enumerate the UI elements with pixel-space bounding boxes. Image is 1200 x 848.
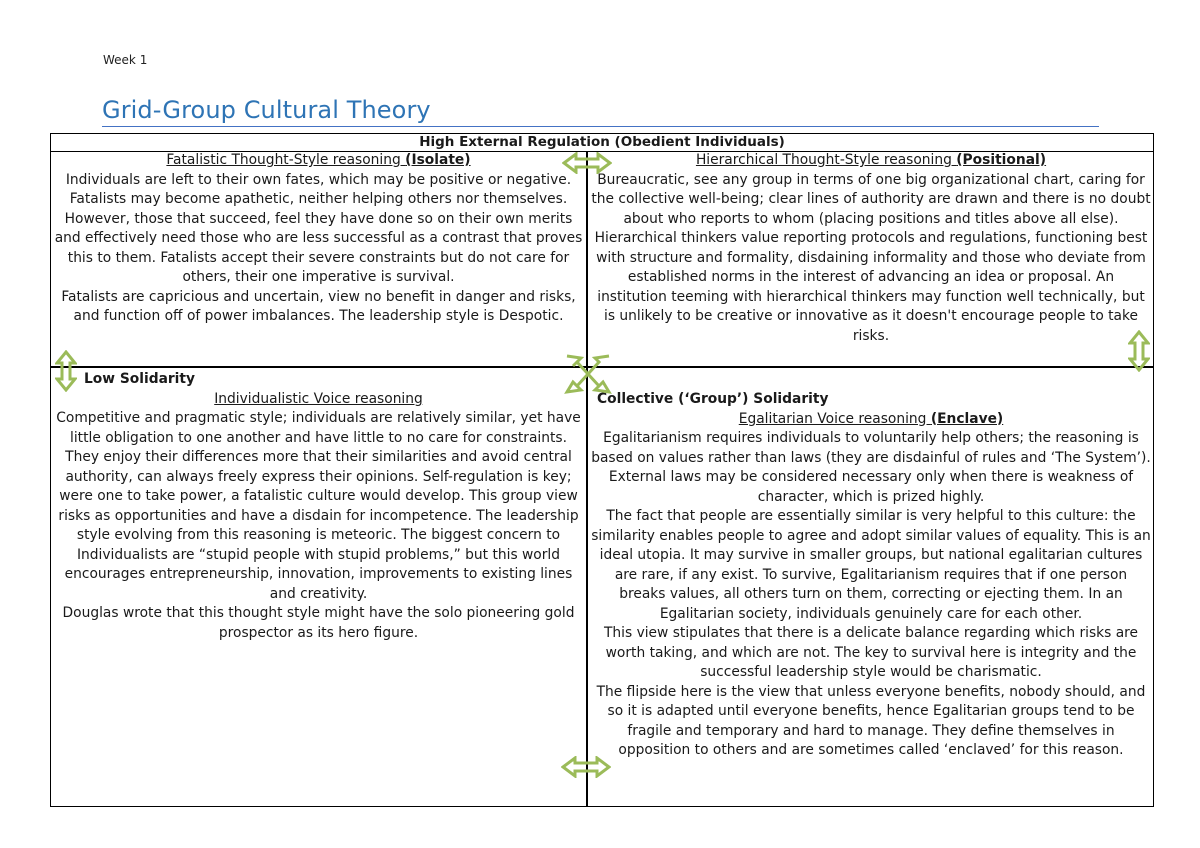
cross-arrows-icon [563, 352, 613, 396]
fatalistic-heading: Fatalistic Thought-Style reasoning (Isolate) [166, 152, 471, 168]
cultural-theory-grid [50, 133, 1154, 807]
egalitarian-para-4: The flipside here is the view that unless everyone benefits, nobody should, and so it is adapted until everyone benefits, hence Egalitarian groups tend to be fragile and temporary and hard to manage. They define themselves in opposition to others and are sometimes called ‘enclaved’ for this reason. [596, 683, 1146, 758]
egalitarian-para-2: The fact that people are essentially similar is very helpful to this culture: the similarity enables people to agree and adopt similar values of equality. This is an ideal utopia. It may survive in smaller groups, but national egalitarian cultures are rare, if any exist. To survive, Egalitarianism requires that if one person breaks values, all others turn on them, correcting or ejecting them. In an Egalitarian society, individuals genuinely care for each other. [591, 508, 1151, 622]
hierarchical-heading: Hierarchical Thought-Style reasoning (Positional) [695, 152, 1047, 168]
hierarchical-cell [591, 151, 1151, 346]
individualistic-para-2: Douglas wrote that this thought style might have the solo pioneering gold prospector as its hero figure. [62, 605, 575, 641]
horizontal-double-arrow-icon [562, 152, 612, 174]
fatalistic-para-1: Individuals are left to their own fates, which may be positive or negative. Fatalists may become apathetic, neither helping others nor themselves. However, those that succeed, feel they have done so on their own merits and effectively need those who are less successful as a contrast that proves this to them. Fatalists accept their severe constraints but do not care for others, their one imperative is survival. [54, 171, 583, 285]
page-header: Week 1 [103, 53, 148, 67]
grid-top-header: High External Regulation (Obedient Individuals) [51, 134, 1153, 152]
collective-solidarity-label: Collective (‘Group’) Solidarity [597, 391, 829, 407]
low-solidarity-label: Low Solidarity [84, 371, 196, 387]
vertical-double-arrow-icon [1128, 330, 1150, 372]
individualistic-cell [53, 370, 584, 643]
egalitarian-para-3: This view stipulates that there is a delicate balance regarding which risks are worth taking, and which are not. The key to survival here is integrity and the successful leadership style would be charismatic. [603, 625, 1139, 680]
egalitarian-cell [591, 371, 1151, 761]
page-title: Grid-Group Cultural Theory [102, 96, 431, 124]
fatalistic-cell [53, 151, 584, 327]
title-underline [102, 126, 1099, 127]
egalitarian-para-1: Egalitarianism requires individuals to voluntarily help others; the reasoning is based on values rather than laws (they are disdainful of rules and ‘The System’). External laws may be considered necessary only when there is weakness of character, which is prized highly. [591, 430, 1151, 505]
fatalistic-para-2: Fatalists are capricious and uncertain, view no benefit in danger and risks, and function off of power imbalances. The leadership style is Despotic. [61, 288, 576, 324]
egalitarian-heading: Egalitarian Voice reasoning (Enclave) [738, 410, 1004, 427]
vertical-divider [586, 151, 588, 806]
vertical-double-arrow-icon [55, 350, 77, 392]
hierarchical-para-1: Bureaucratic, see any group in terms of one big organizational chart, caring for the collective well-being; clear lines of authority are drawn and there is no doubt about who reports to whom (placing positions and titles above all else). Hierarchical thinkers value reporting protocols and regulations, functioning best with structure and formality, disdaining informality and those who deviate from established norms in the interest of advancing an idea or proposal. An institution teeming with hierarchical thinkers may function well technically, but is unlikely to be creative or innovative as it doesn't encourage people to take risks. [591, 171, 1151, 344]
horizontal-double-arrow-icon [561, 756, 611, 778]
individualistic-heading: Individualistic Voice reasoning [214, 390, 423, 407]
individualistic-para-1: Competitive and pragmatic style; individuals are relatively similar, yet have little obligation to one another and have little to no care for constraints. They enjoy their differences more that their similarities and avoid central authority, can always freely express their opinions. Self-regulation is key; were one to take power, a fatalistic culture would develop. This group view risks as opportunities and have a disdain for incompetence. The leadership style evolving from this reasoning is meteoric. The biggest concern to Individualists are “stupid people with stupid problems,” but this world encourages entrepreneurship, innovation, improvements to existing lines and creativity. [56, 410, 581, 602]
